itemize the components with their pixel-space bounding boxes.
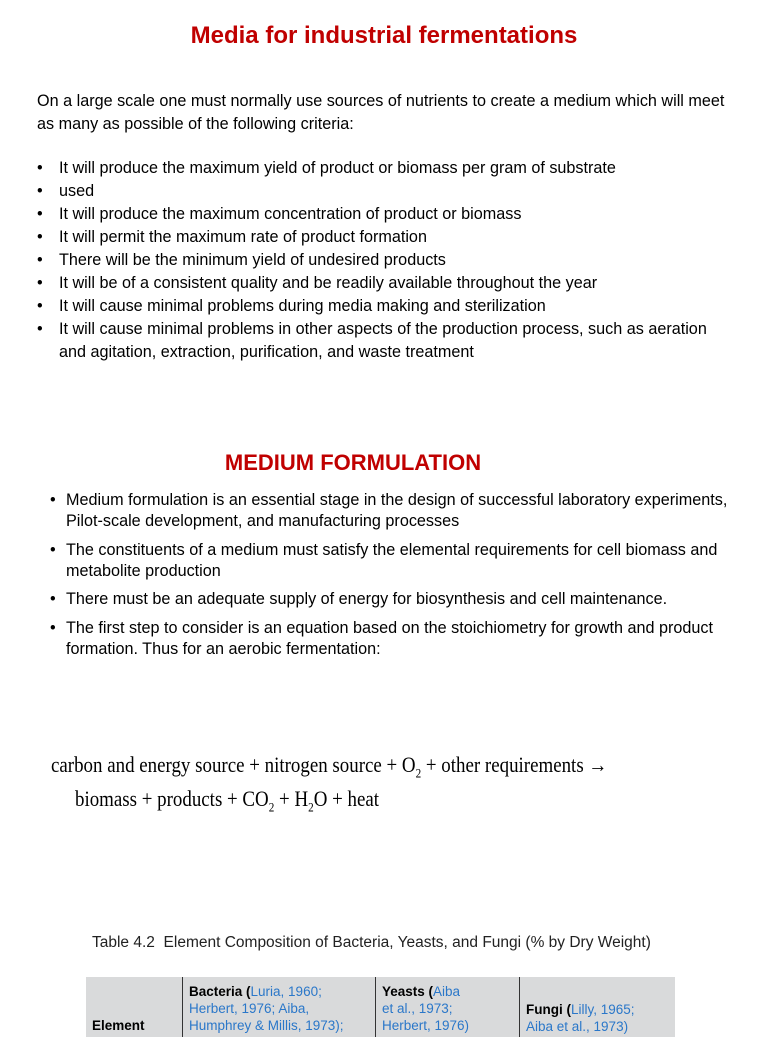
equation-line-1: carbon and energy source + nitrogen source + $O_2$ + other requirements → bbox=[51, 752, 608, 781]
page-title: Media for industrial fermentations bbox=[190, 22, 578, 49]
table-header-yeasts: Yeasts (Aiba et al., 1973; Herbert, 1976) bbox=[375, 977, 519, 1037]
intro-paragraph: On a large scale one must normally use sources of nutrients to create a medium which will meet as many as possible of the following criteria: bbox=[37, 92, 725, 133]
criteria-item: • It will be of a consistent quality and be readily available throughout the year bbox=[37, 272, 737, 295]
criteria-item: • It will produce the maximum yield of product or biomass per gram of substrate bbox=[37, 157, 737, 180]
criteria-item: • It will cause minimal problems in other aspects of the production process, such as aeration and agitation, extraction, purification, and waste treatment bbox=[37, 318, 737, 364]
section-title: MEDIUM FORMULATION bbox=[224, 450, 482, 475]
table-header-fungi: Fungi (Lilly, 1965; Aiba et al., 1973) bbox=[519, 977, 675, 1037]
criteria-item: • It will cause minimal problems during media making and sterilization bbox=[37, 295, 737, 318]
criteria-item: • used bbox=[37, 180, 737, 203]
criteria-item: • It will permit the maximum rate of product formation bbox=[37, 226, 737, 249]
formulation-item: • Medium formulation is an essential stage in the design of successful laboratory experiments, Pilot-scale development, and manufacturing processes bbox=[50, 490, 730, 532]
criteria-item: • It will produce the maximum concentration of product or biomass bbox=[37, 203, 737, 226]
formulation-item: • There must be an adequate supply of energy for biosynthesis and cell maintenance. bbox=[50, 589, 730, 610]
formulation-item: • The first step to consider is an equation based on the stoichiometry for growth and product formation. Thus for an aerobic fermentation: bbox=[50, 618, 730, 660]
element-composition-table bbox=[86, 977, 675, 1037]
criteria-item: • There will be the minimum yield of undesired products bbox=[37, 249, 737, 272]
table-header-element: Element bbox=[92, 1018, 145, 1033]
table-header-bacteria: Bacteria (Luria, 1960; Herbert, 1976; Aiba, Humphrey & Millis, 1973); bbox=[182, 977, 375, 1037]
criteria-list bbox=[37, 157, 737, 364]
table-caption: Table 4.2 Element Composition of Bacteria, Yeasts, and Fungi (% by Dry Weight) bbox=[92, 934, 651, 951]
equation-line-2: biomass + products + $CO_2 + H_2O$ + heat bbox=[75, 786, 380, 815]
formulation-item: • The constituents of a medium must satisfy the elemental requirements for cell biomass and metabolite production bbox=[50, 540, 730, 582]
formulation-list bbox=[50, 490, 730, 667]
